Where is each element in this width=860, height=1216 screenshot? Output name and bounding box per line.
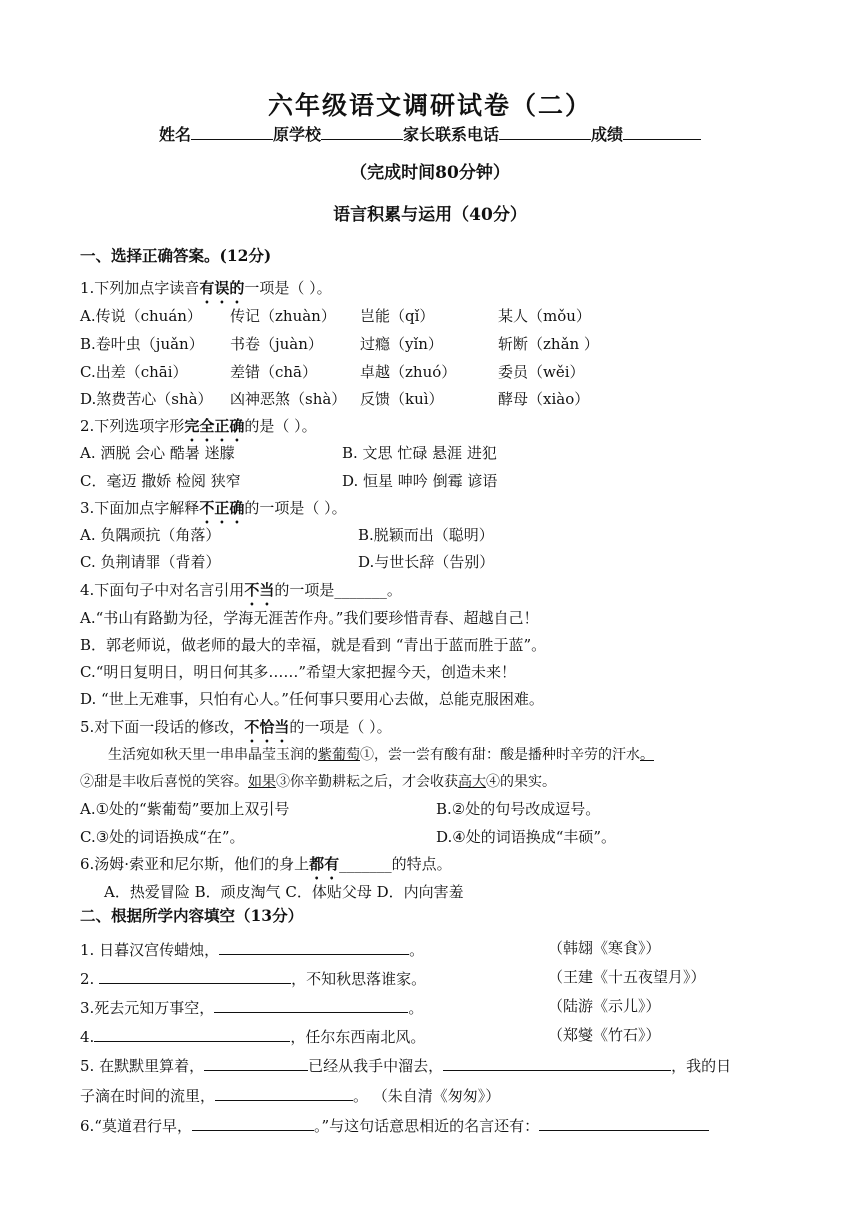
q1-row-b: B.卷叶虫（juǎn） 书卷（juàn） 过瘾（yǐn） 斩断（zhǎn ） [80, 335, 599, 353]
student-info-line [0, 122, 860, 145]
q5-stem: 5.对下面一段话的修改，不恰当的一项是（ ）。 [80, 718, 392, 736]
fill-blank-4[interactable] [94, 1025, 290, 1042]
q4-option-c: C.“明日复明日，明日何其多……”希望大家把握今天，创造未来！ [80, 663, 517, 681]
q4-option-d: D. “世上无难事，只怕有心人。”任何事只要用心去做，总能克服困难。 [80, 690, 544, 708]
fill-line-4: 4. ，任尔东西南北风。 [80, 1025, 425, 1047]
fill-blank-5a[interactable] [204, 1054, 308, 1071]
fill-line-6: 6.“莫道君行早， 。”与这句话意思相近的名言还有： [80, 1114, 709, 1136]
q1-emphasis: 有误的 [199, 279, 245, 297]
q3-options-ab: A. 负隅顽抗（角落） B.脱颖而出（聪明） [80, 526, 494, 544]
part2-heading: 二、根据所学内容填空（13分） [80, 906, 304, 925]
q3-options-cd: C. 负荆请罪（背着） D.与世长辞（告别） [80, 553, 495, 571]
q2-options-cd: C．毫迈 撒娇 检阅 狭窄 D. 恒星 呻吟 倒霉 谚语 [80, 472, 498, 490]
fill-line-2: 2. ，不知秋思落谁家。 [80, 967, 426, 989]
q5-passage-line2: ②甜是丰收后喜悦的笑容。如果③你辛勤耕耘之后，才会收获高大④的果实。 [80, 774, 556, 790]
source-3: （陆游《示儿》） [548, 997, 661, 1015]
fill-blank-6a[interactable] [192, 1114, 314, 1131]
q5-options-ab: A.①处的“紫葡萄”要加上双引号 B.②处的句号改成逗号。 [80, 800, 601, 818]
fill-blank-6b[interactable] [539, 1114, 709, 1131]
fill-blank-1[interactable] [219, 938, 409, 955]
q5-passage-line1: 生活宛如秋天里一串串晶莹玉润的紫葡萄①，尝一尝有酸有甜：酸是播种时辛劳的汗水。 [108, 747, 654, 763]
q6-options: A．热爱冒险 B．顽皮淘气 C．体贴父母 D．内向害羞 [104, 883, 464, 901]
q3-stem: 3.下面加点字解释不正确的一项是（ ）。 [80, 499, 347, 517]
fill-blank-2[interactable] [99, 967, 291, 984]
fill-blank-3[interactable] [214, 996, 408, 1013]
q2-options-ab: A. 洒脱 会心 酷暑 迷朦 B. 文思 忙碌 悬涯 进犯 [80, 444, 497, 462]
fill-line-5b: 子滴在时间的流里， 。 （朱自清《匆匆》） [80, 1084, 500, 1106]
q4-stem: 4.下面句子中对名言引用不当的一项是_______。 [80, 581, 402, 599]
source-2: （王建《十五夜望月》） [548, 968, 706, 986]
school-blank[interactable] [321, 123, 403, 140]
q2-stem: 2.下列选项字形完全正确的是（ ）。 [80, 417, 317, 435]
fill-line-3: 3.死去元知万事空， 。 [80, 996, 423, 1018]
name-blank[interactable] [191, 123, 273, 140]
q4-option-b: B．郭老师说，做老师的最大的幸福，就是看到 “青出于蓝而胜于蓝”。 [80, 636, 547, 654]
q1-row-c: C.出差（chāi） 差错（chā） 卓越（zhuó） 委员（wěi） [80, 363, 585, 381]
source-4: （郑燮《竹石》） [548, 1026, 661, 1044]
q1-stem: 1.下列加点字读音有误的一项是（ ）。 [80, 279, 332, 297]
fill-line-5a: 5. 在默默里算着， 已经从我手中溜去， ，我的日 [80, 1054, 731, 1076]
section-title: 语言积累与运用（40分） [333, 205, 527, 225]
score-blank[interactable] [623, 123, 701, 140]
fill-blank-5c[interactable] [215, 1084, 353, 1101]
school-label: 原学校 [272, 125, 321, 144]
q6-stem: 6.汤姆·索亚和尼尔斯，他们的身上都有_______的特点。 [80, 855, 452, 873]
phone-blank[interactable] [499, 123, 591, 140]
source-1: （韩翃《寒食》） [548, 939, 661, 957]
q1-row-d: D.煞费苦心（shà） 凶神恶煞（shà） 反馈（kuì） 酵母（xiào） [80, 390, 590, 408]
score-label: 成绩 [591, 125, 624, 144]
q1-row-a: A.传说（chuán） 传记（zhuàn） 岂能（qǐ） 某人（mǒu） [80, 307, 591, 325]
q5-options-cd: C.③处的词语换成“在”。 D.④处的词语换成“丰硕”。 [80, 828, 617, 846]
name-label: 姓名 [158, 125, 191, 144]
phone-label: 家长联系电话 [403, 125, 500, 144]
fill-line-1: 1. 日暮汉宫传蜡烛， 。 [80, 938, 424, 960]
exam-title: 六年级语文调研试卷（二） [267, 91, 592, 120]
part1-heading: 一、选择正确答案。(12分) [80, 246, 272, 265]
q4-option-a: A.“书山有路勤为径，学海无涯苦作舟。”我们要珍惜青春、超越自己！ [80, 609, 539, 627]
fill-blank-5b[interactable] [443, 1054, 671, 1071]
time-note: （完成时间80分钟） [350, 163, 510, 183]
